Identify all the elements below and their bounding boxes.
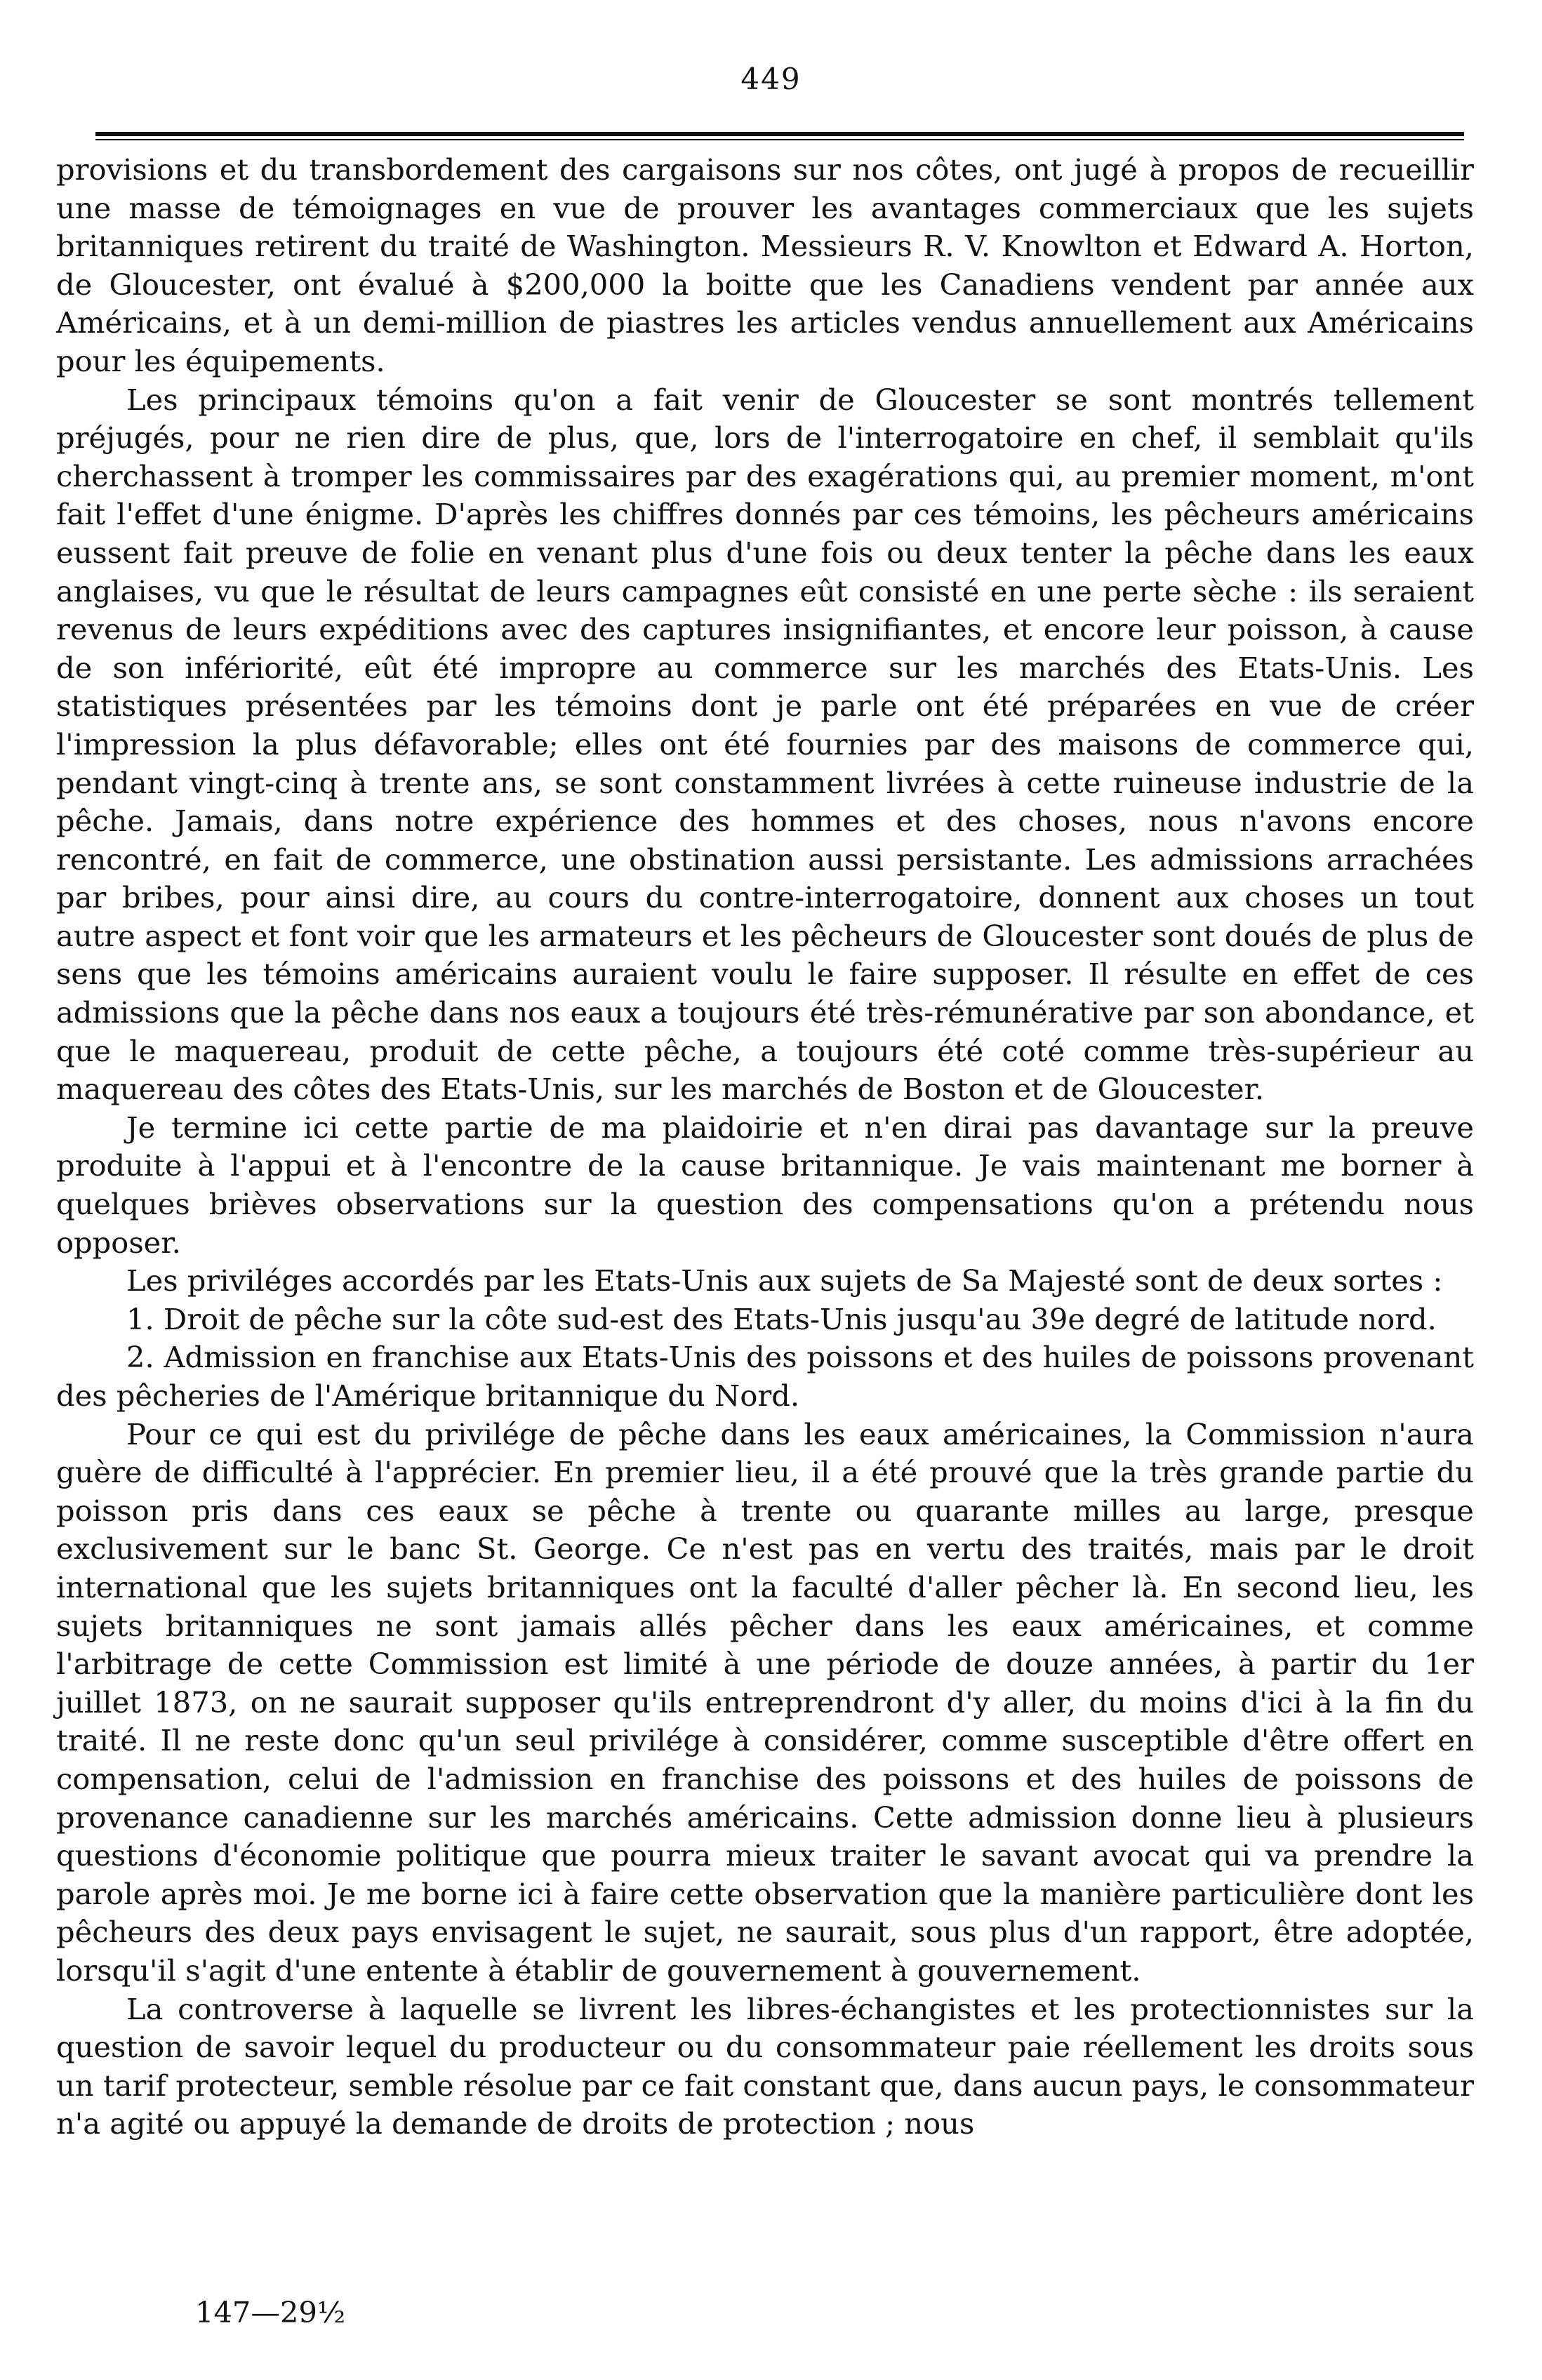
- paragraph-2: Les principaux témoins qu'on a fait venir de Gloucester se sont montrés tellement préjugés, pour ne rien dire de plus, que, lors de l'interrogatoire en chef, il semblait qu'ils cherchassent à tromper les commissaires par des exagérations qui, au premier moment, m'ont fait l'effet d'une énigme. D'après les chiffres donnés par ces témoins, les pêcheurs américains eussent fait preuve de folie en venant plus d'une fois ou deux tenter la pêche dans les eaux anglaises, vu que le résultat de leurs campagnes eût consisté en une perte sèche : ils seraient revenus de leurs expéditions avec des captures insignifiantes, et encore leur poisson, à cause de son infériorité, eût été impropre au commerce sur les marchés des Etats-Unis. Les statistiques présentées par les témoins dont je parle ont été préparées en vue de créer l'impression la plus défavorable; elles ont été fournies par des maisons de commerce qui, pendant vingt-cinq à trente ans, se sont constamment livrées à cette ruineuse industrie de la pêche. Jamais, dans notre expérience des hommes et des choses, nous n'avons encore rencontré, en fait de commerce, une obstination aussi persistante. Les admissions arrachées par bribes, pour ainsi dire, au cours du contre-interrogatoire, donnent aux choses un tout autre aspect et font voir que les armateurs et les pêcheurs de Gloucester sont doués de plus de sens que les témoins américains auraient voulu le faire supposer. Il résulte en effet de ces admissions que la pêche dans nos eaux a toujours été très-rémunérative par son abondance, et que le maquereau, produit de cette pêche, a toujours été coté comme très-supérieur au maquereau des côtes des Etats-Unis, sur les marchés de Boston et de Gloucester.: [56, 382, 1474, 1107]
- paragraph-5-list-item-1: 1. Droit de pêche sur la côte sud-est des Etats-Unis jusqu'au 39e degré de latitude nord.: [126, 1301, 1437, 1336]
- header-rule-thick: [95, 132, 1464, 136]
- signature-mark: 147—29½: [195, 2295, 346, 2329]
- paragraph-6-list-item-2: 2. Admission en franchise aux Etats-Unis des poissons et des huiles de poissons provenant des pêcheries de l'Amérique britannique du Nord.: [56, 1340, 1474, 1413]
- header-rule-thin: [95, 139, 1464, 140]
- body-text: [56, 151, 1474, 2143]
- paragraph-8: La controverse à laquelle se livrent les libres-échangistes et les protectionnistes sur la question de savoir lequel du producteur ou du consommateur paie réellement les droits sous un tarif protecteur, semble résolue par ce fait constant que, dans aucun pays, le consommateur n'a agité ou appuyé la demande de droits de protection ; nous: [56, 1991, 1474, 2141]
- paragraph-1: provisions et du transbordement des cargaisons sur nos côtes, ont jugé à propos de recueillir une masse de témoignages en vue de prouver les avantages commerciaux que les sujets britanniques retirent du traité de Washington. Messieurs R. V. Knowlton et Edward A. Horton, de Gloucester, ont évalué à $200,000 la boitte que les Canadiens vendent par année aux Américains, et à un demi-million de piastres les articles vendus annuellement aux Américains pour les équipements.: [56, 152, 1474, 378]
- paragraph-3: Je termine ici cette partie de ma plaidoirie et n'en dirai pas davantage sur la preuve produite à l'appui et à l'encontre de la cause britannique. Je vais maintenant me borner à quelques brièves observations sur la question des compensations qu'on a prétendu nous opposer.: [56, 1110, 1474, 1260]
- paragraph-4: Les priviléges accordés par les Etats-Unis aux sujets de Sa Majesté sont de deux sortes :: [126, 1263, 1443, 1298]
- paragraph-7: Pour ce qui est du privilége de pêche dans les eaux américaines, la Commission n'aura guère de difficulté à l'apprécier. En premier lieu, il a été prouvé que la très grande partie du poisson pris dans ces eaux se pêche à trente ou quarante milles au large, presque exclusivement sur le banc St. George. Ce n'est pas en vertu des traités, mais par le droit international que les sujets britanniques ont la faculté d'aller pêcher là. En second lieu, les sujets britanniques ne sont jamais allés pêcher dans les eaux américaines, et comme l'arbitrage de cette Commission est limité à une période de douze années, à partir du 1er juillet 1873, on ne saurait supposer qu'ils entreprendront d'y aller, du moins d'ici à la fin du traité. Il ne reste donc qu'un seul privilége à considérer, comme susceptible d'être offert en compensation, celui de l'admission en franchise des poissons et des huiles de poissons de provenance canadienne sur les marchés américains. Cette admission donne lieu à plusieurs questions d'économie politique que pourra mieux traiter le savant avocat qui va prendre la parole après moi. Je me borne ici à faire cette observation que la manière particulière dont les pêcheurs des deux pays envisagent le sujet, ne saurait, sous plus d'un rapport, être adoptée, lorsqu'il s'agit d'une entente à établir de gouvernement à gouvernement.: [56, 1416, 1474, 1988]
- page-number: 449: [740, 62, 802, 96]
